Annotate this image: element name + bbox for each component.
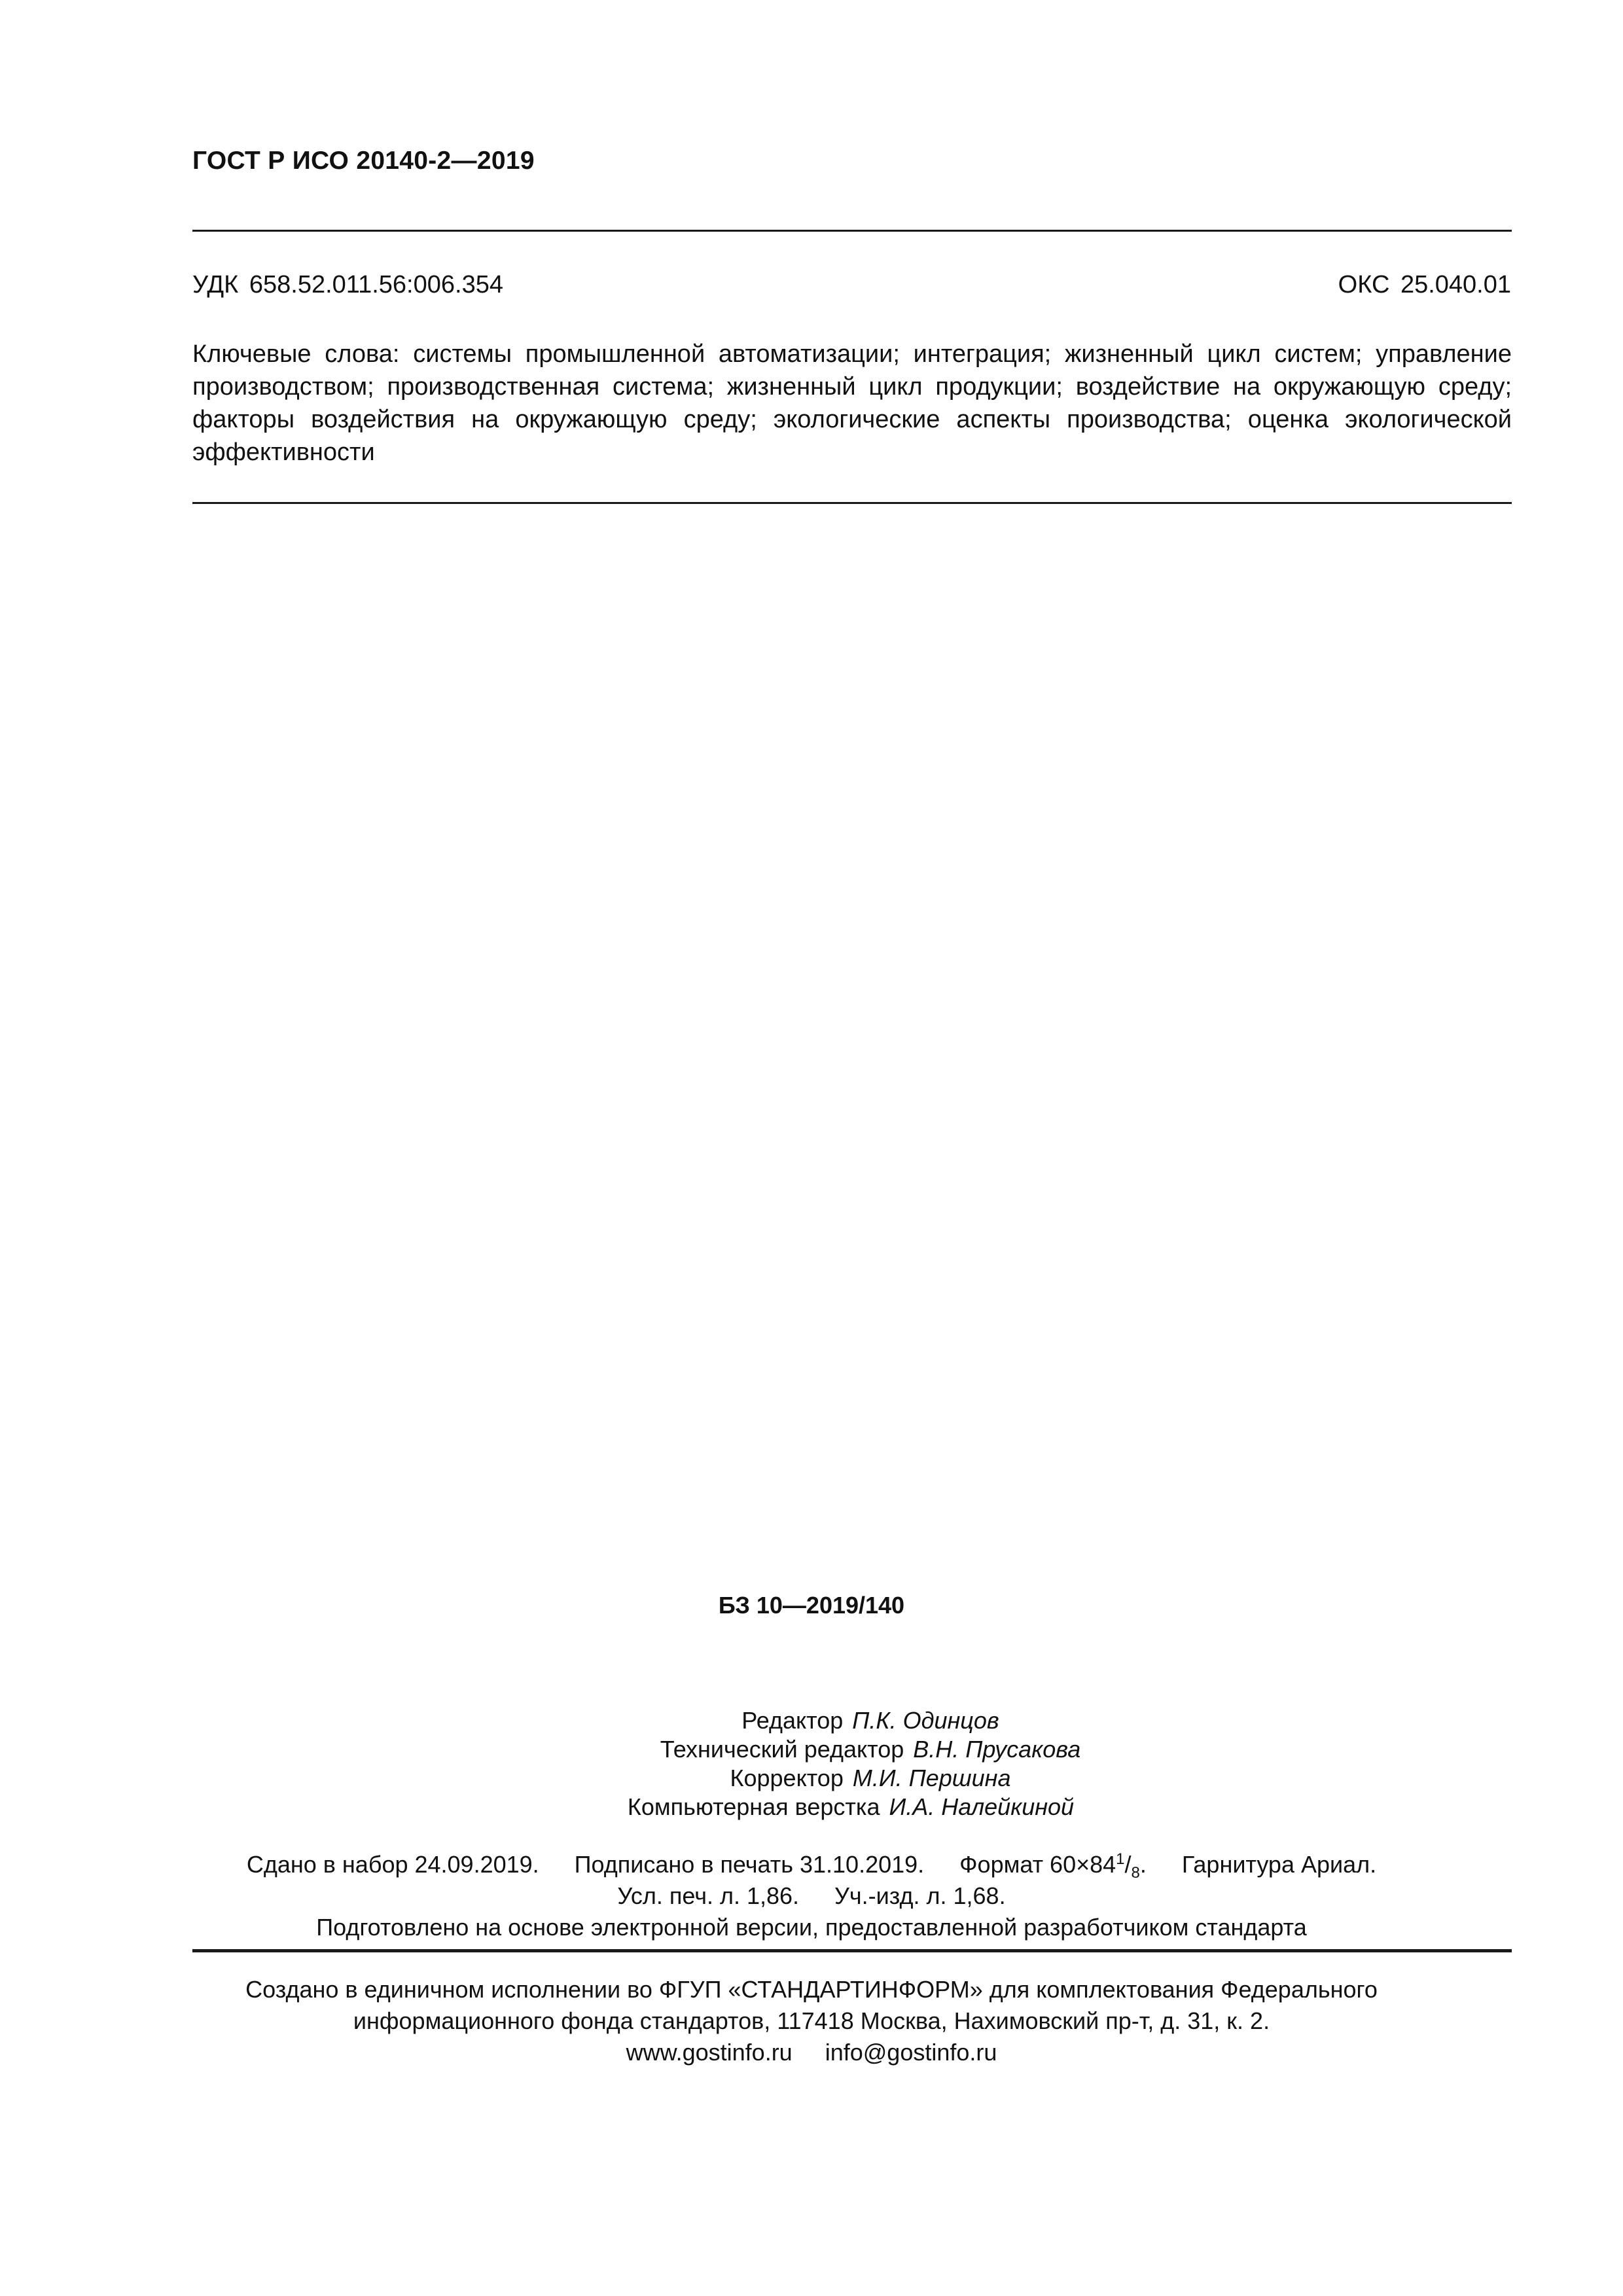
email-link[interactable]: info@gostinfo.ru — [825, 2039, 997, 2066]
divider-keywords — [192, 502, 1512, 504]
print-sheets: Усл. печ. л. 1,86. — [617, 1882, 800, 1909]
credit-role: Корректор — [730, 1765, 844, 1791]
prepared-note: Подготовлено на основе электронной версии, предоставленной разработчиком стандарта — [316, 1914, 1307, 1941]
credit-name: П.К. Одинцов — [852, 1707, 999, 1734]
udk-code: УДК 658.52.011.56:006.354 — [192, 271, 503, 298]
oks-code: ОКС 25.040.01 — [1338, 271, 1511, 298]
credit-role: Редактор — [741, 1707, 844, 1734]
publisher-sheets: Уч.-изд. л. 1,68. — [834, 1882, 1006, 1909]
publisher-block — [0, 1974, 1623, 2068]
publisher-line2: информационного фонда стандартов, 117418 Москва, Нахимовский пр-т, д. 31, к. 2. — [353, 2007, 1270, 2034]
print-info-block — [0, 1849, 1623, 1943]
credits-block — [0, 1706, 1623, 1821]
keywords-paragraph: Ключевые слова: системы промышленной автоматизации; интеграция; жизненный цикл систем; управление производством; производственная система; жизненный цикл продукции; воздействие на окружающую среду; факторы воздействия на окружающую среду; экологические аспекты производства; оценка экологической эффективности — [192, 340, 1512, 466]
credit-layout — [0, 1793, 1623, 1821]
credit-role: Технический редактор — [660, 1736, 904, 1763]
submitted-date: Сдано в набор 24.09.2019. — [246, 1851, 539, 1878]
typeface: Гарнитура Ариал. — [1181, 1851, 1377, 1878]
credit-name: М.И. Першина — [852, 1765, 1011, 1791]
print-info-line1 — [0, 1849, 1623, 1880]
credit-name: В.Н. Прусакова — [913, 1736, 1081, 1763]
signed-date: Подписано в печать 31.10.2019. — [574, 1851, 925, 1878]
paper-format: Формат $60\times 84^1/_8$. — [959, 1850, 1147, 1882]
document-id: ГОСТ Р ИСО 20140-2—2019 — [192, 147, 535, 175]
publisher-contacts — [0, 2037, 1623, 2068]
website-link[interactable]: www.gostinfo.ru — [626, 2039, 793, 2066]
credit-proofreader — [0, 1764, 1623, 1793]
bz-number: БЗ 10—2019/140 — [718, 1592, 905, 1619]
publisher-line1: Создано в единичном исполнении во ФГУП «СТАНДАРТИНФОРМ» для комплектования Федерального — [245, 1976, 1378, 2003]
credit-name: И.А. Налейкиной — [889, 1793, 1075, 1820]
credit-tech-editor — [0, 1735, 1623, 1764]
divider-bottom — [192, 1949, 1512, 1952]
print-info-line2 — [0, 1880, 1623, 1912]
credit-editor — [0, 1706, 1623, 1735]
credit-role: Компьютерная верстка — [627, 1793, 880, 1820]
divider-top — [192, 230, 1512, 232]
